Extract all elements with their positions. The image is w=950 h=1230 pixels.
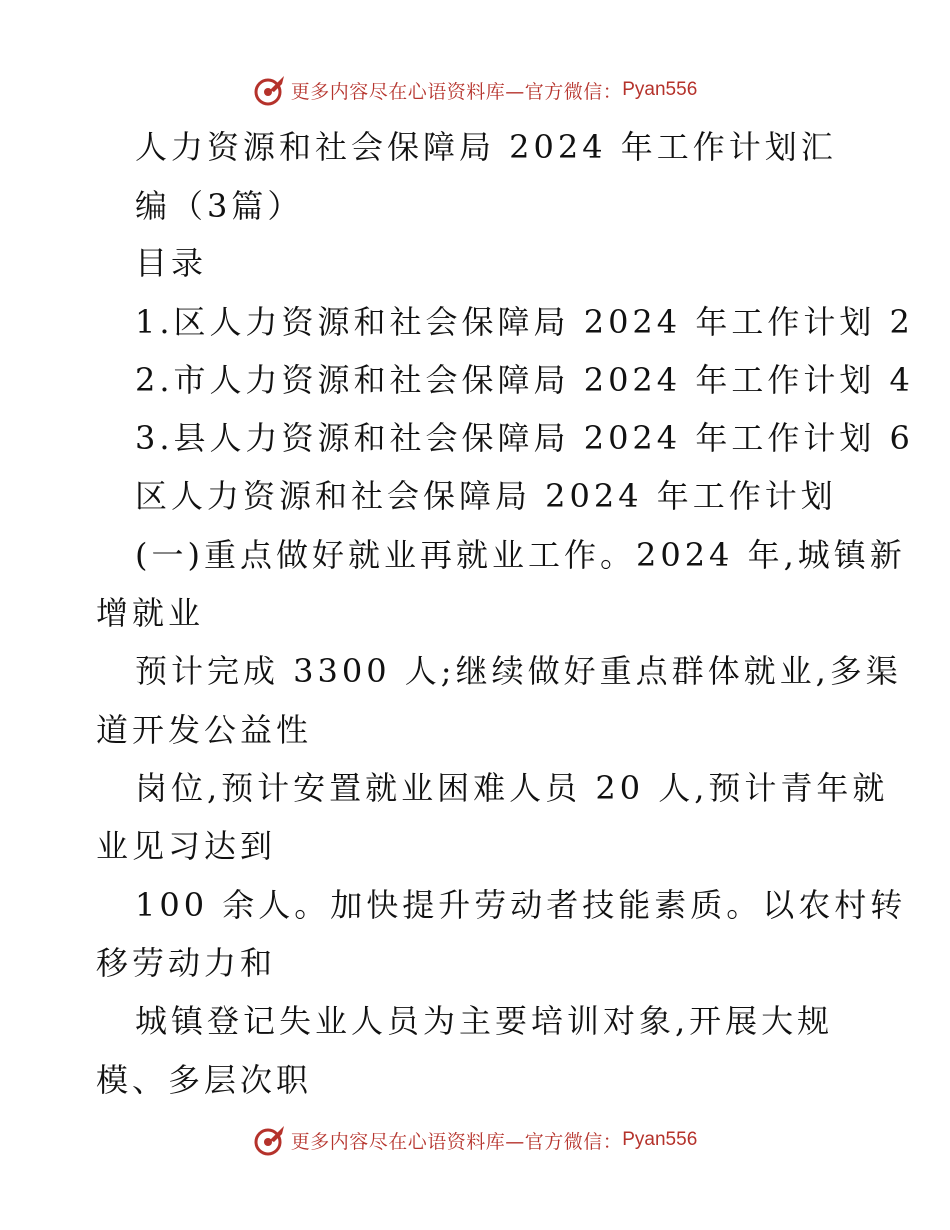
footer-watermark-banner (0, 1120, 950, 1160)
toc-entry: 1.区人力资源和社会保障局 2024 年工作计划 2 (135, 303, 914, 341)
toc-entry: 3.县人力资源和社会保障局 2024 年工作计划 6 (135, 419, 914, 457)
body-line: 模、多层次职 (96, 1061, 313, 1099)
body-line: 增就业 (96, 594, 205, 632)
body-line: 移劳动力和 (96, 944, 277, 982)
body-line: 100 余人。加快提升劳动者技能素质。以农村转 (135, 886, 907, 924)
document-title-line-1: 人力资源和社会保障局 2024 年工作计划汇 (135, 128, 837, 166)
header-watermark-banner (0, 70, 950, 110)
section-heading: 区人力资源和社会保障局 2024 年工作计划 (135, 477, 837, 515)
body-line: 业见习达到 (96, 827, 277, 865)
body-line: 城镇登记失业人员为主要培训对象,开展大规 (135, 1002, 834, 1040)
wechat-id: Pyan556 (622, 1129, 698, 1150)
body-line: 预计完成 3300 人;继续做好重点群体就业,多渠 (135, 652, 902, 690)
document-title-line-2: 编（3篇） (135, 187, 304, 225)
quill-logo-icon (253, 73, 287, 107)
banner-text: 更多内容尽在心语资料库—官方微信： (290, 80, 623, 103)
body-line: 道开发公益性 (96, 711, 313, 749)
quill-logo-icon (253, 1123, 287, 1157)
body-line: 岗位,预计安置就业困难人员 20 人,预计青年就 (135, 769, 889, 807)
body-line: (一)重点做好就业再就业工作。2024 年,城镇新 (135, 536, 906, 574)
toc-entry: 2.市人力资源和社会保障局 2024 年工作计划 4 (135, 361, 914, 399)
banner-text: 更多内容尽在心语资料库—官方微信： (290, 1130, 623, 1153)
wechat-id: Pyan556 (622, 79, 698, 100)
toc-heading: 目录 (135, 244, 208, 282)
